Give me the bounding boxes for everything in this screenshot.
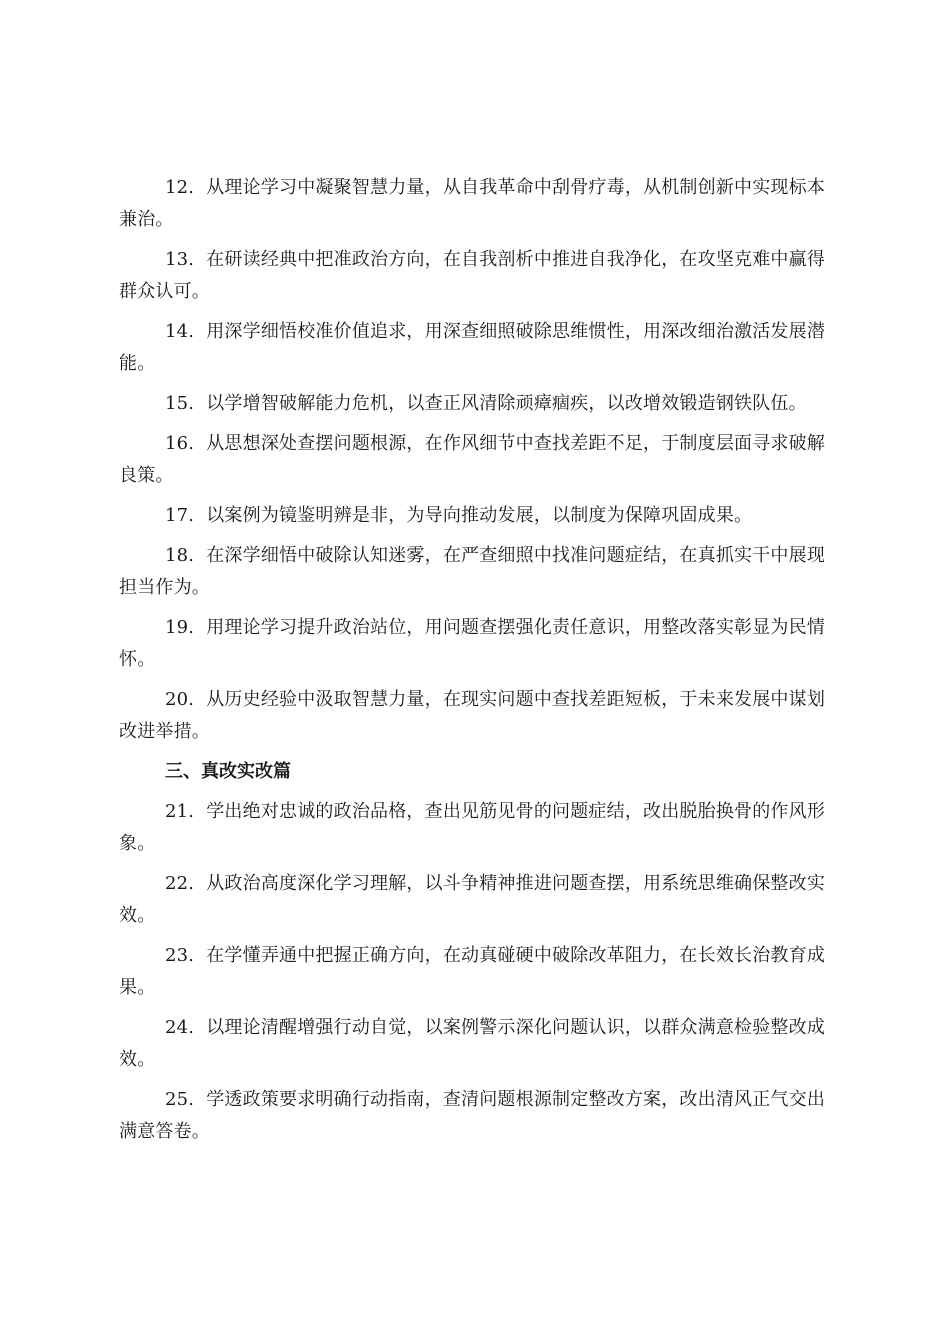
list-item — [119, 796, 835, 860]
item-number: 17. — [165, 505, 195, 526]
item-number: 25. — [165, 1089, 195, 1110]
item-number: 14. — [165, 321, 195, 342]
item-number: 13. — [165, 249, 195, 270]
item-text: 用深学细悟校准价值追求，用深查细照破除思维惯性，用深改细治激活发展潜能。 — [119, 321, 826, 374]
list-item — [119, 940, 835, 1004]
item-number: 23. — [165, 945, 195, 966]
list-item — [119, 1084, 835, 1148]
list-item — [119, 684, 835, 748]
item-text: 在研读经典中把准政治方向，在自我剖析中推进自我净化，在攻坚克难中赢得群众认可。 — [119, 249, 826, 302]
item-number: 12. — [165, 177, 195, 198]
item-text: 以案例为镜鉴明辨是非，为导向推动发展，以制度为保障巩固成果。 — [206, 505, 753, 526]
item-number: 19. — [165, 617, 195, 638]
item-number: 16. — [165, 433, 195, 454]
item-number: 20. — [165, 689, 195, 710]
item-text: 从政治高度深化学习理解，以斗争精神推进问题查摆，用系统思维确保整改实效。 — [119, 873, 826, 926]
item-number: 18. — [165, 545, 195, 566]
item-text: 在深学细悟中破除认知迷雾，在严查细照中找准问题症结，在真抓实干中展现担当作为。 — [119, 545, 826, 598]
item-text: 学出绝对忠诚的政治品格，查出见筋见骨的问题症结，改出脱胎换骨的作风形象。 — [119, 801, 826, 854]
list-item — [119, 316, 835, 380]
list-item — [119, 244, 835, 308]
list-item — [119, 500, 835, 532]
document-body — [119, 172, 835, 1156]
list-item — [119, 612, 835, 676]
list-item — [119, 388, 835, 420]
section-heading: 三、真改实改篇 — [165, 761, 291, 782]
item-text: 从理论学习中凝聚智慧力量，从自我革命中刮骨疗毒，从机制创新中实现标本兼治。 — [119, 177, 826, 230]
list-item — [119, 540, 835, 604]
item-text: 在学懂弄通中把握正确方向，在动真碰硬中破除改革阻力，在长效长治教育成果。 — [119, 945, 826, 998]
item-number: 24. — [165, 1017, 195, 1038]
item-text: 以理论清醒增强行动自觉，以案例警示深化问题认识，以群众满意检验整改成效。 — [119, 1017, 826, 1070]
item-number: 22. — [165, 873, 195, 894]
item-text: 学透政策要求明确行动指南，查清问题根源制定整改方案，改出清风正气交出满意答卷。 — [119, 1089, 826, 1142]
item-text: 从思想深处查摆问题根源，在作风细节中查找差距不足，于制度层面寻求破解良策。 — [119, 433, 826, 486]
list-item — [119, 172, 835, 236]
item-text: 用理论学习提升政治站位，用问题查摆强化责任意识，用整改落实彰显为民情怀。 — [119, 617, 826, 670]
item-number: 15. — [165, 393, 195, 414]
item-number: 21. — [165, 801, 195, 822]
list-item — [119, 1012, 835, 1076]
item-text: 以学增智破解能力危机，以查正风清除顽瘴痼疾，以改增效锻造钢铁队伍。 — [206, 393, 807, 414]
list-item — [119, 428, 835, 492]
list-item — [119, 868, 835, 932]
item-text: 从历史经验中汲取智慧力量，在现实问题中查找差距短板，于未来发展中谋划改进举措。 — [119, 689, 826, 742]
